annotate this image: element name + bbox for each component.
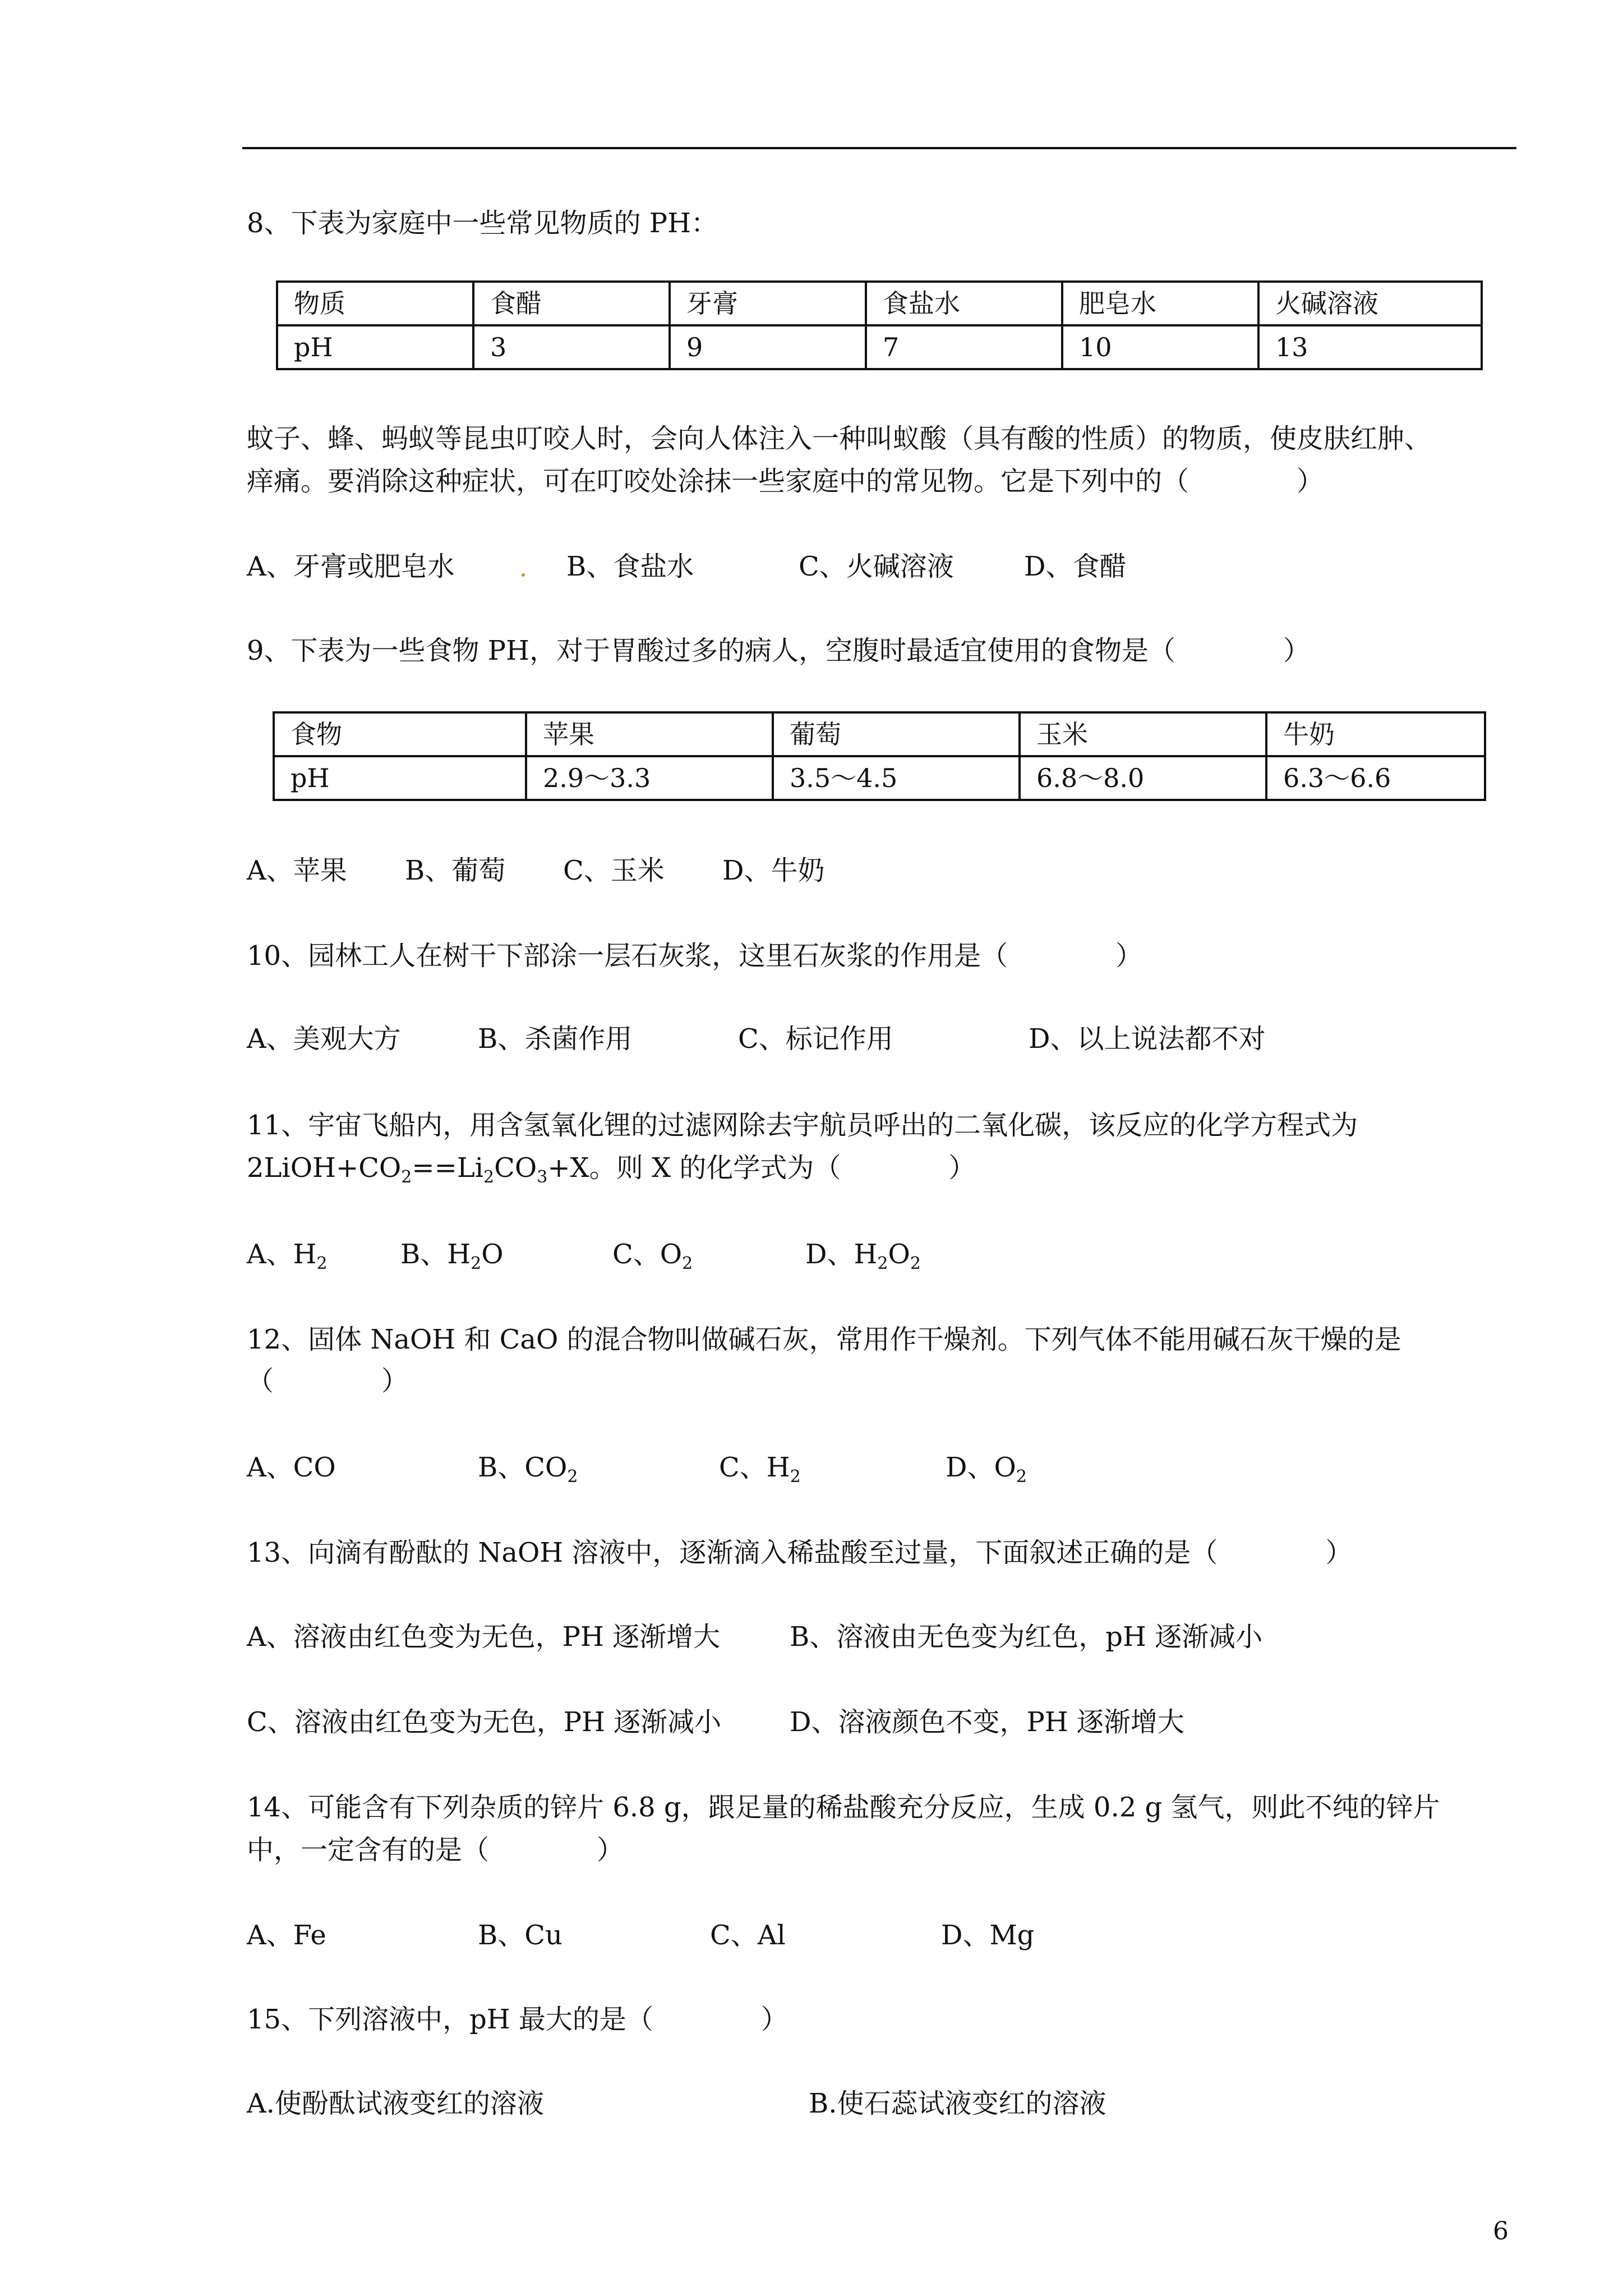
q13-option-a: A、溶液由红色变为无色，PH 逐渐增大 <box>247 1621 721 1653</box>
q10-option-a: A、美观大方 <box>247 1023 401 1055</box>
q13-option-d: D、溶液颜色不变，PH 逐渐增大 <box>790 1706 1184 1738</box>
q12-option-b <box>478 1451 578 1487</box>
q15-stem: 15、下列溶液中，pH 最大的是（ ） <box>247 2004 788 2035</box>
q11-equation-line <box>247 1151 975 1185</box>
q8-ph-table <box>276 280 1483 370</box>
q8-text-line1: 蚊子、蜂、蚂蚁等昆虫叮咬人时，会向人体注入一种叫蚁酸（具有酸的性质）的物质，使皮肤红肿、 <box>247 423 1432 454</box>
q8-option-d: D、食醋 <box>1024 551 1127 582</box>
q8-text-line2: 痒痛。要消除这种症状，可在叮咬处涂抹一些家庭中的常见物。它是下列中的（ ） <box>247 466 1324 497</box>
table-cell: 6.3～6.6 <box>1266 756 1485 800</box>
option-text: B、H <box>400 1239 471 1270</box>
equation-part: +X。则 X 的化学式为（ ） <box>547 1152 976 1184</box>
q11-option-d <box>805 1237 921 1271</box>
subscript: 2 <box>682 1254 693 1273</box>
table-cell: 火碱溶液 <box>1258 282 1482 325</box>
q14-option-c: C、Al <box>710 1920 786 1951</box>
equation-part: ==Li <box>412 1152 484 1184</box>
q10-option-c: C、标记作用 <box>738 1023 893 1055</box>
equation-part: CO <box>494 1152 537 1184</box>
table-cell: 牛奶 <box>1266 712 1485 756</box>
option-text: B、CO <box>478 1452 568 1483</box>
q14-option-b: B、Cu <box>478 1920 562 1951</box>
q12-option-c <box>719 1451 801 1487</box>
page-number: 6 <box>1493 2217 1509 2246</box>
table-cell: 玉米 <box>1020 712 1266 756</box>
q11-option-c <box>612 1237 693 1271</box>
subscript: 2 <box>483 1167 495 1187</box>
table-cell: 肥皂水 <box>1062 282 1258 325</box>
table-cell: 7 <box>866 325 1062 369</box>
q9-ph-table <box>273 711 1486 801</box>
table-cell: 葡萄 <box>773 712 1020 756</box>
table-cell: 2.9～3.3 <box>526 756 773 800</box>
table-cell: 3 <box>473 325 670 369</box>
table-row <box>274 756 1485 800</box>
table-row <box>274 712 1485 756</box>
q13-stem: 13、向滴有酚酞的 NaOH 溶液中，逐渐滴入稀盐酸至过量，下面叙述正确的是（ ） <box>247 1537 1353 1568</box>
subscript: 2 <box>790 1467 801 1487</box>
table-row <box>277 325 1482 369</box>
q8-option-a: A、牙膏或肥皂水 <box>247 551 455 582</box>
option-text: A、CO <box>247 1452 336 1483</box>
q9-option-c: C、玉米 <box>563 855 665 886</box>
table-row <box>277 282 1482 325</box>
subscript: 2 <box>471 1254 482 1273</box>
subscript: 2 <box>567 1467 578 1487</box>
q13-option-c: C、溶液由红色变为无色，PH 逐渐减小 <box>247 1706 722 1738</box>
table-cell: 9 <box>670 325 866 369</box>
subscript: 2 <box>316 1254 328 1273</box>
subscript: 3 <box>537 1167 548 1187</box>
q12-stem-line1: 12、固体 NaOH 和 CaO 的混合物叫做碱石灰，常用作干燥剂。下列气体不能用碱石灰干燥的是 <box>247 1324 1401 1355</box>
table-cell: 牙膏 <box>670 282 866 325</box>
q9-stem: 9、下表为一些食物 PH，对于胃酸过多的病人，空腹时最适宜使用的食物是（ ） <box>247 635 1310 666</box>
q13-option-b: B、溶液由无色变为红色，pH 逐渐减小 <box>790 1621 1263 1653</box>
option-text: D、H <box>805 1239 878 1270</box>
q8-stem: 8、下表为家庭中一些常见物质的 PH： <box>247 208 718 239</box>
table-cell: pH <box>277 325 473 369</box>
q15-option-b: B.使石蕊试液变红的溶液 <box>809 2088 1106 2119</box>
q11-option-a <box>247 1237 328 1271</box>
table-cell: 10 <box>1062 325 1258 369</box>
q12-stem-line2: （ ） <box>247 1365 409 1397</box>
subscript: 2 <box>1016 1467 1027 1487</box>
stray-dot <box>522 573 525 577</box>
option-text: O <box>481 1239 504 1270</box>
q14-option-d: D、Mg <box>941 1920 1035 1951</box>
table-cell: 物质 <box>277 282 473 325</box>
table-cell: 食物 <box>274 712 526 756</box>
q12-option-d <box>946 1451 1027 1487</box>
subscript: 2 <box>910 1254 921 1273</box>
q10-option-d: D、以上说法都不对 <box>1029 1023 1266 1055</box>
q14-stem-line1: 14、可能含有下列杂质的锌片 6.8 g，跟足量的稀盐酸充分反应，生成 0.2 g 氢气，则此不纯的锌片 <box>247 1792 1440 1823</box>
table-cell: 苹果 <box>526 712 773 756</box>
q11-option-b <box>400 1237 504 1271</box>
subscript: 2 <box>401 1167 412 1187</box>
equation-part: 2LiOH+CO <box>247 1152 402 1184</box>
option-text: C、O <box>612 1239 683 1270</box>
q9-option-d: D、牛奶 <box>722 855 825 886</box>
table-cell: pH <box>274 756 526 800</box>
q8-option-b: B、食盐水 <box>566 551 694 582</box>
header-rule <box>242 147 1516 149</box>
q14-option-a: A、Fe <box>247 1920 326 1951</box>
option-text: O <box>888 1239 910 1270</box>
q14-stem-line2: 中，一定含有的是（ ） <box>247 1834 624 1866</box>
table-cell: 13 <box>1258 325 1482 369</box>
q15-option-a: A.使酚酞试液变红的溶液 <box>247 2088 544 2119</box>
option-text: A、H <box>247 1239 317 1270</box>
table-cell: 3.5～4.5 <box>773 756 1020 800</box>
table-cell: 6.8～8.0 <box>1020 756 1266 800</box>
q9-option-a: A、苹果 <box>247 855 347 886</box>
table-cell: 食醋 <box>473 282 670 325</box>
q9-option-b: B、葡萄 <box>405 855 506 886</box>
q12-option-a <box>247 1451 336 1484</box>
q10-option-b: B、杀菌作用 <box>478 1023 633 1055</box>
option-text: C、H <box>719 1452 790 1483</box>
subscript: 2 <box>877 1254 888 1273</box>
table-cell: 食盐水 <box>866 282 1062 325</box>
q8-option-c: C、火碱溶液 <box>799 551 954 582</box>
option-text: D、O <box>946 1452 1016 1483</box>
q11-stem-line1: 11、宇宙飞船内，用含氢氧化锂的过滤网除去宇航员呼出的二氧化碳，该反应的化学方程式为 <box>247 1110 1358 1141</box>
q10-stem: 10、园林工人在树干下部涂一层石灰浆，这里石灰浆的作用是（ ） <box>247 940 1143 972</box>
